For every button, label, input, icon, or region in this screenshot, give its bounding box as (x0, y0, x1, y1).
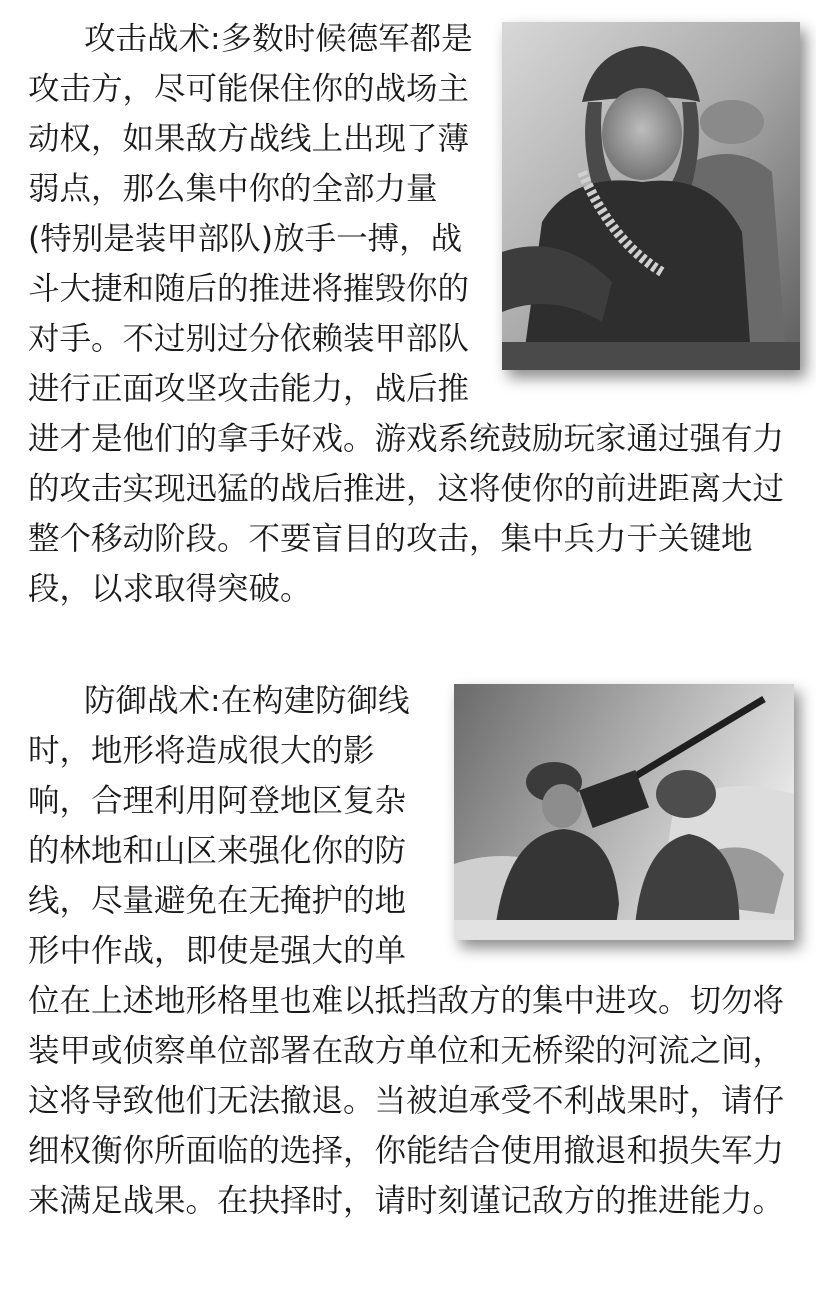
german-soldier-photo-image (502, 22, 800, 370)
defense-tactics-section (28, 676, 804, 1226)
defense-tactics-paragraph: 防御战术:在构建防御线时，地形将造成很大的影响，合理利用阿登地区复杂的林地和山区来强化你的防线，尽量避免在无掩护的地形中作战，即使是强大的单位在上述地形格里也难以抵挡敌方的集中进攻。切勿将装甲或侦察单位部署在敌方单位和无桥梁的河流之间，这将导致他们无法撤退。当被迫承受不利战果时，请仔细权衡你所面临的选择，你能结合使用撤退和损失军力来满足战果。在抉择时，请时刻谨记敌方的推进能力。 (28, 683, 785, 1219)
german-soldier-photo (502, 22, 800, 370)
machine-gun-crew-photo-image (454, 684, 794, 940)
machine-gun-crew-photo (454, 684, 794, 940)
attack-tactics-paragraph: 攻击战术:多数时候德军都是攻击方，尽可能保住你的战场主动权，如果敌方战线上出现了薄弱点，那么集中你的全部力量(特别是装甲部队)放手一搏，战斗大捷和随后的推进将摧毁你的对手。不过别过分依赖装甲部队进行正面攻坚攻击能力，战后推进才是他们的拿手好戏。游戏系统鼓励玩家通过强有力的攻击实现迅猛的战后推进，这将使你的前进距离大过整个移动阶段。不要盲目的攻击，集中兵力于关键地段，以求取得突破。 (28, 21, 785, 607)
attack-tactics-section (28, 14, 804, 614)
